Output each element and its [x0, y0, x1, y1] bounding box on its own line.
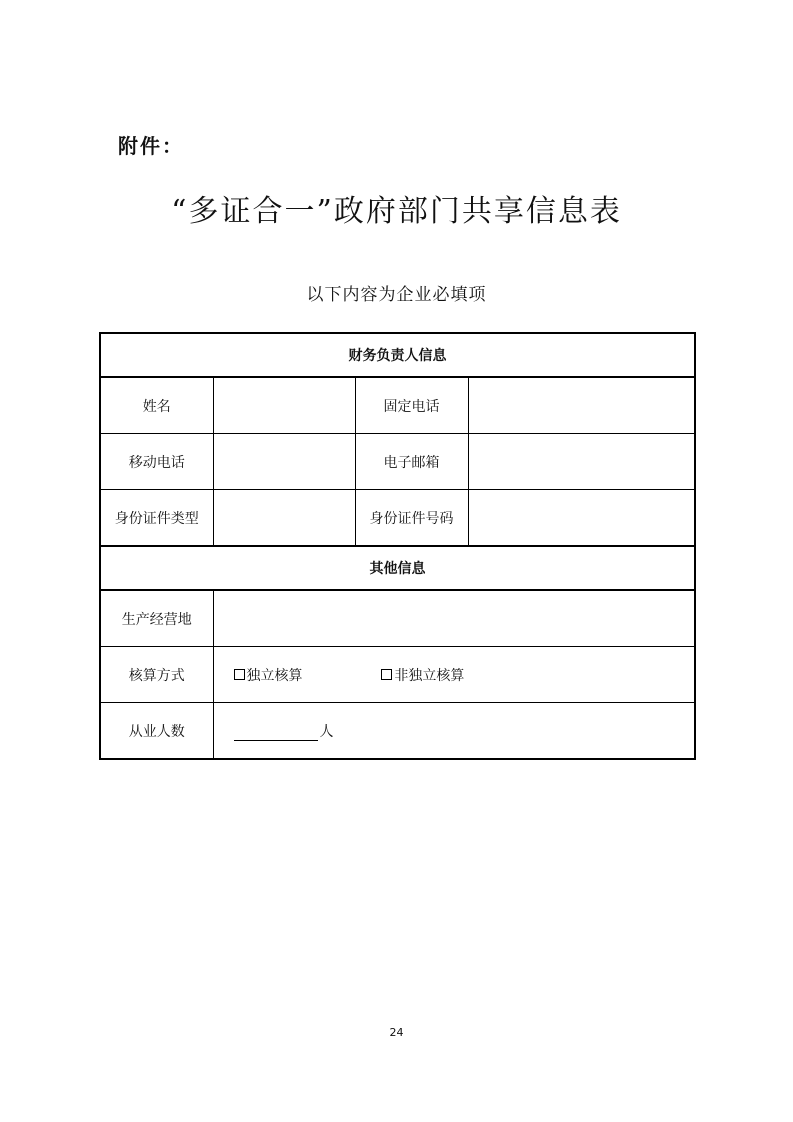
email-field[interactable] [468, 434, 695, 490]
employees-unit: 人 [319, 723, 334, 740]
landline-field[interactable] [468, 377, 695, 434]
non-independent-accounting-label: 非独立核算 [394, 667, 465, 684]
independent-accounting-option[interactable] [234, 665, 303, 685]
checkbox-icon[interactable] [381, 669, 392, 680]
shared-info-table [99, 332, 696, 760]
table-row [100, 377, 695, 434]
employees-label: 从业人数 [100, 703, 213, 760]
mobile-field[interactable] [213, 434, 355, 490]
table-row [100, 590, 695, 647]
non-independent-accounting-option[interactable] [381, 665, 464, 685]
table-row [100, 647, 695, 703]
independent-accounting-label: 独立核算 [246, 667, 303, 684]
table-row [100, 490, 695, 547]
employees-cell [213, 703, 695, 760]
attachment-label: 附件： [118, 134, 184, 158]
id-type-field[interactable] [213, 490, 355, 547]
mobile-label: 移动电话 [100, 434, 213, 490]
landline-label: 固定电话 [355, 377, 468, 434]
accounting-method-label: 核算方式 [100, 647, 213, 703]
email-label: 电子邮箱 [355, 434, 468, 490]
table-row [100, 434, 695, 490]
employees-count-blank[interactable] [234, 726, 318, 741]
name-label: 姓名 [100, 377, 213, 434]
production-site-label: 生产经营地 [100, 590, 213, 647]
checkbox-icon[interactable] [234, 669, 245, 680]
accounting-method-options [213, 647, 695, 703]
page-number: 24 [389, 1026, 404, 1039]
production-site-field[interactable] [213, 590, 695, 647]
id-number-field[interactable] [468, 490, 695, 547]
section-heading-finance: 财务负责人信息 [100, 333, 695, 377]
name-field[interactable] [213, 377, 355, 434]
id-number-label: 身份证件号码 [355, 490, 468, 547]
id-type-label: 身份证件类型 [100, 490, 213, 547]
document-subtitle: 以下内容为企业必填项 [306, 285, 487, 305]
document-title: “多证合一”政府部门共享信息表 [171, 194, 622, 229]
table-row [100, 703, 695, 760]
section-heading-other: 其他信息 [100, 546, 695, 590]
